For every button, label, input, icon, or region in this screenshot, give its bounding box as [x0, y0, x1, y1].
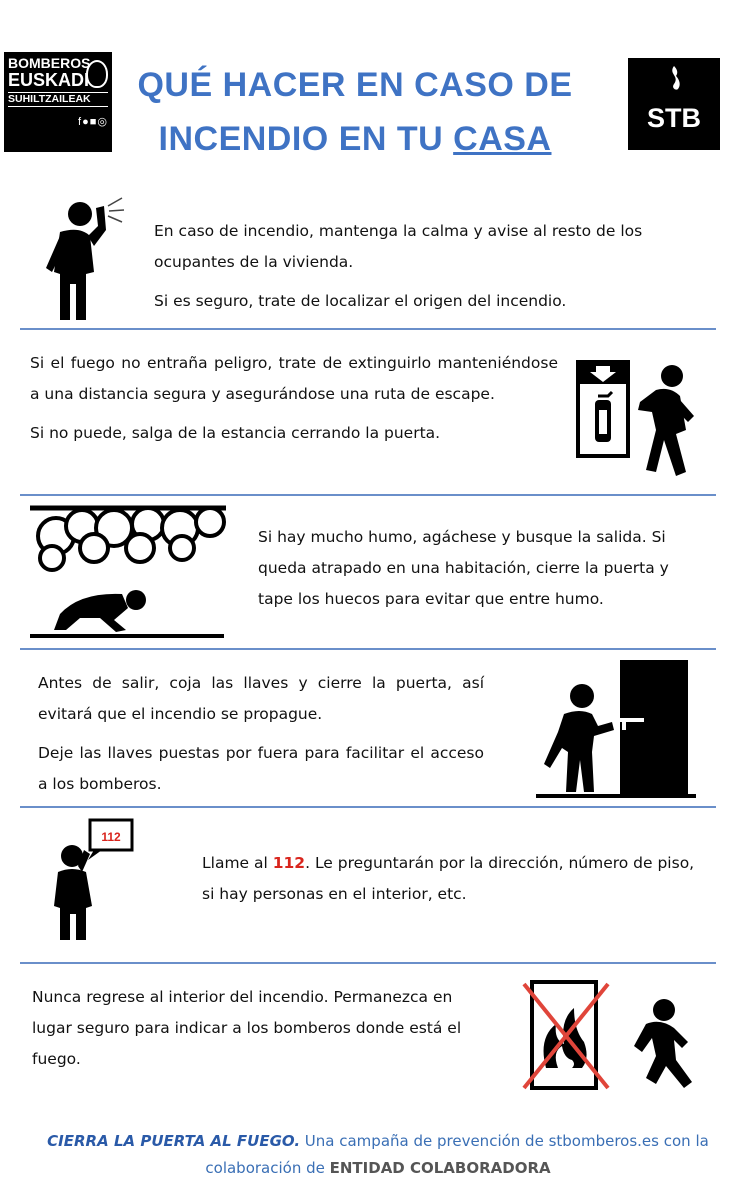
divider — [20, 494, 716, 496]
page-title — [120, 58, 590, 166]
footer — [20, 1128, 736, 1182]
emergency-number: 112 — [272, 854, 306, 872]
stb-logo-text: STB — [647, 103, 701, 133]
section-3-paragraph-1: Si hay mucho humo, agáchese y busque la salida. Si queda atrapado en una habitación, cierre la puerta y tape los huecos para evitar que entre humo. — [258, 528, 669, 608]
fire-extinguisher-icon — [576, 360, 716, 483]
divider — [20, 962, 716, 964]
no-return-fire-icon — [524, 978, 714, 1099]
crawling-under-smoke-icon — [30, 504, 226, 645]
collaborating-entity: ENTIDAD COLABORADORA — [329, 1159, 551, 1177]
footer-text: Una campaña de prevención de stbomberos.es con la colaboración de — [205, 1132, 709, 1177]
section-4-paragraph-2: Deje las llaves puestas por fuera para facilitar el acceso a los bomberos. — [38, 744, 484, 793]
section-5-paragraph — [202, 848, 702, 910]
call-text-before: Llame al — [202, 854, 273, 872]
title-line2 — [120, 112, 590, 166]
campaign-slogan: CIERRA LA PUERTA AL FUEGO. — [47, 1132, 301, 1150]
title-underlined-word: CASA — [453, 120, 552, 158]
section-1-paragraph-2: Si es seguro, trate de localizar el origen del incendio. — [154, 292, 567, 310]
logo-line3: SUHILTZAILEAK — [8, 92, 108, 107]
divider — [20, 328, 716, 330]
section-2-paragraph-2: Si no puede, salga de la estancia cerrando la puerta. — [30, 424, 441, 442]
closing-door-icon — [536, 656, 716, 807]
call-bubble-number: 112 — [101, 830, 121, 844]
phone-call-icon — [50, 816, 140, 945]
bomberos-euskadi-logo — [4, 52, 112, 152]
section-6-paragraph: Nunca regrese al interior del incendio. Permanezca en lugar seguro para indicar a los bomberos donde está el fuego. — [32, 988, 462, 1068]
title-line2-prefix: INCENDIO EN TU — [158, 120, 454, 158]
flame-icon — [628, 64, 720, 103]
call-text-after: . Le preguntarán por la dirección, número de piso, si hay personas en el interior, etc. — [202, 854, 695, 903]
section-2-text — [30, 348, 558, 457]
person-shouting-icon — [36, 192, 131, 327]
section-1-text — [154, 216, 714, 325]
stb-logo — [628, 58, 720, 150]
section-6-text — [32, 982, 492, 1083]
divider — [20, 648, 716, 650]
social-icons: f●■◎ — [78, 116, 108, 128]
section-3-text — [258, 522, 708, 623]
section-4-text — [38, 668, 484, 808]
section-1-paragraph-1: En caso de incendio, mantenga la calma y avise al resto de los ocupantes de la vivienda. — [154, 222, 643, 271]
logo-line2: EUSKADI — [8, 70, 90, 90]
divider — [20, 806, 716, 808]
section-2-paragraph-1: Si el fuego no entraña peligro, trate de extinguirlo manteniéndose a una distancia segura y asegurándose una ruta de escape. — [30, 354, 558, 403]
flame-icon — [86, 60, 108, 88]
section-4-paragraph-1: Antes de salir, coja las llaves y cierre la puerta, así evitará que el incendio se propague. — [38, 674, 484, 723]
logo-line1: BOMBEROS — [8, 55, 91, 71]
title-line1: QUÉ HACER EN CASO DE — [137, 66, 573, 104]
section-5-text — [202, 848, 702, 918]
